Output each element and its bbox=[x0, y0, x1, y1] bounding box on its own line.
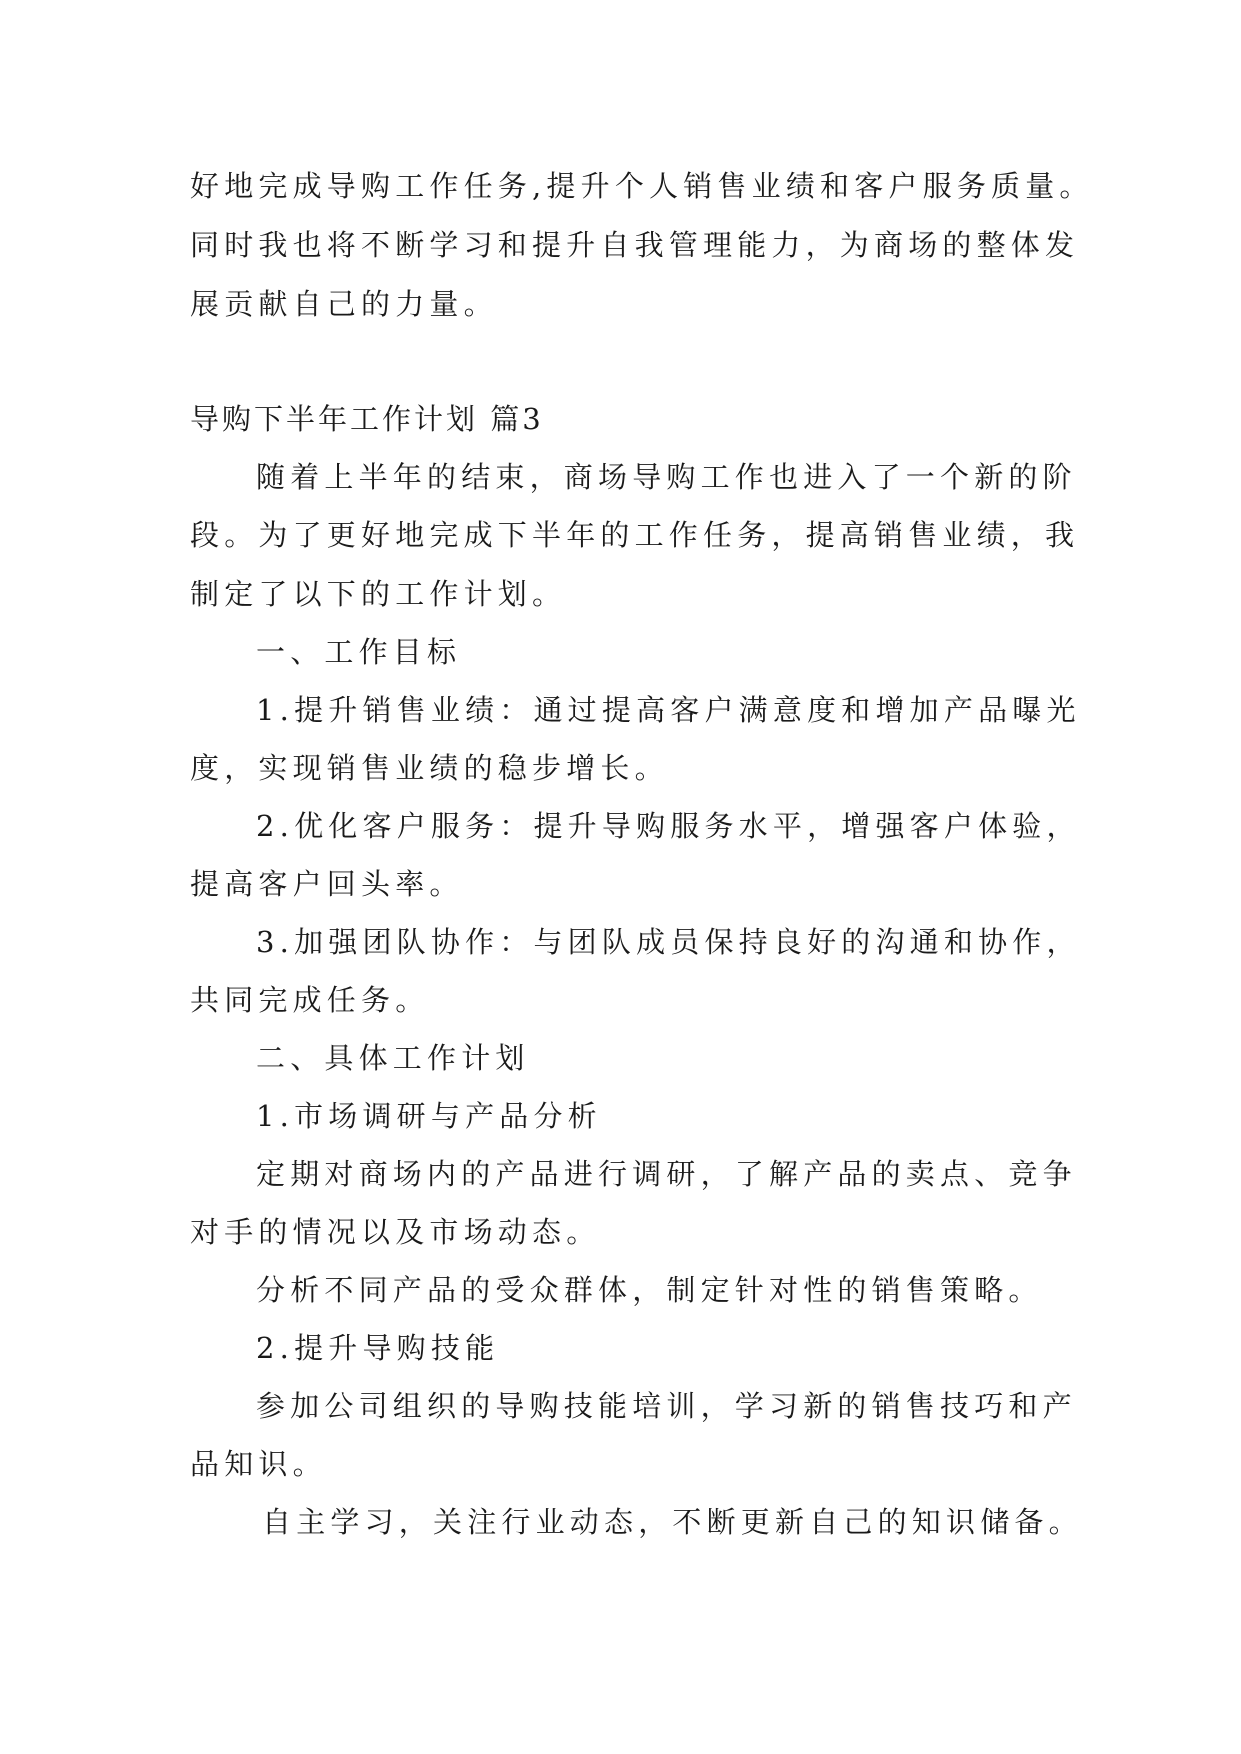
subheading: 2.提升导购技能 bbox=[256, 1331, 500, 1365]
text-line: 自主学习，关注行业动态，不断更新自己的知识储备。 bbox=[262, 1505, 1083, 1539]
text-line: 展贡献自己的力量。 bbox=[190, 287, 498, 321]
text-line: 品知识。 bbox=[190, 1447, 327, 1481]
subheading: 二、具体工作计划 bbox=[256, 1041, 530, 1075]
text-line: 好地完成导购工作任务,提升个人销售业绩和客户服务质量。 bbox=[190, 169, 1094, 203]
text-line: 分析不同产品的受众群体，制定针对性的销售策略。 bbox=[256, 1273, 1043, 1307]
text-line: 提高客户回头率。 bbox=[190, 867, 464, 901]
text-line: 1.提升销售业绩：通过提高客户满意度和增加产品曝光 bbox=[256, 693, 1081, 727]
text-line: 参加公司组织的导购技能培训，学习新的销售技巧和产 bbox=[256, 1389, 1077, 1423]
section-heading: 导购下半年工作计划 篇3 bbox=[190, 402, 544, 436]
text-line: 2.优化客户服务：提升导购服务水平，增强客户体验， bbox=[256, 809, 1081, 843]
text-line: 共同完成任务。 bbox=[190, 983, 430, 1017]
text-line: 制定了以下的工作计划。 bbox=[190, 577, 567, 611]
subheading: 一、工作目标 bbox=[256, 635, 462, 669]
text-line: 随着上半年的结束，商场导购工作也进入了一个新的阶 bbox=[256, 460, 1077, 494]
text-line: 度，实现销售业绩的稳步增长。 bbox=[190, 751, 669, 785]
subheading: 1.市场调研与产品分析 bbox=[256, 1099, 602, 1133]
text-line: 对手的情况以及市场动态。 bbox=[190, 1215, 601, 1249]
text-line: 同时我也将不断学习和提升自我管理能力，为商场的整体发 bbox=[190, 228, 1080, 262]
text-line: 3.加强团队协作：与团队成员保持良好的沟通和协作， bbox=[256, 925, 1081, 959]
text-line: 段。为了更好地完成下半年的工作任务，提高销售业绩，我 bbox=[190, 518, 1080, 552]
text-line: 定期对商场内的产品进行调研，了解产品的卖点、竞争 bbox=[256, 1157, 1077, 1191]
